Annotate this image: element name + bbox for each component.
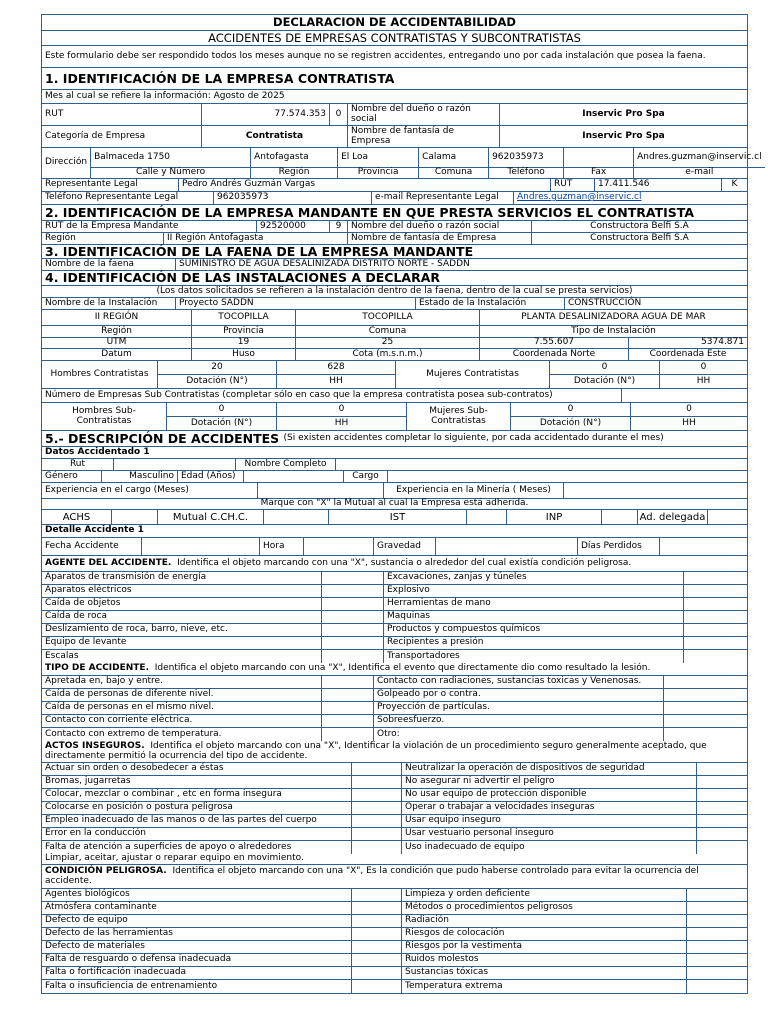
accident-type-option-label: Contacto con extremo de temperatura.: [42, 728, 322, 741]
legal-rep-label: Representante Legal: [42, 179, 179, 191]
comuna-field[interactable]: Calama: [419, 148, 489, 167]
hazard-option-label: Ruidos molestos: [402, 954, 687, 966]
agent-option-label: Equipo de levante: [42, 637, 322, 649]
section-2-title: 2. IDENTIFICACIÓN DE LA EMPRESA MANDANTE EN QUE PRESTA SERVICIOS EL CONTRATISTA: [45, 204, 695, 220]
accident-time-label: Hora: [260, 538, 304, 555]
accident-type-option-label: Sobreesfuerzo.: [374, 715, 664, 727]
hazard-option-checkbox[interactable]: [687, 902, 747, 914]
section-4-title: 4. IDENTIFICACIÓN DE LAS INSTALACIONES A DECLARAR: [45, 270, 441, 286]
agent-heading: AGENTE DEL ACCIDENTE. Identifica el objeto marcando con una "X", sustancia o alrededor del cual existía condición peligrosa.: [45, 557, 632, 568]
sub-women-hh-field[interactable]: 0: [686, 403, 692, 414]
category-label: Categoría de Empresa: [42, 126, 202, 147]
hazard-option-label: Defecto de materiales: [42, 941, 352, 953]
hazard-option-checkbox[interactable]: [687, 954, 747, 966]
mutual-inp-label: INP: [507, 510, 602, 524]
accident-type-option-label: Proyección de partículas.: [374, 702, 664, 714]
hazard-row: [42, 967, 747, 980]
unsafe-act-row: [42, 776, 747, 789]
unsafe-act-option-label: Operar o trabajar a velocidades inseguras: [402, 802, 697, 814]
men-hh-field[interactable]: 628: [327, 361, 345, 372]
agent-option-checkbox[interactable]: [684, 611, 747, 623]
job-label: Cargo: [344, 471, 388, 482]
rep-email-label: e-mail Representante Legal: [372, 192, 514, 204]
mining-experience-label: Experiencia en la Minería ( Meses): [384, 483, 564, 498]
hazard-option-label: Falta de resguardo o defensa inadecuada: [42, 954, 352, 966]
rep-rut-field[interactable]: 17.411.546: [595, 179, 722, 191]
hazard-row: [42, 889, 747, 902]
accident-type-option-checkbox[interactable]: [322, 689, 374, 701]
unsafe-act-option-checkbox[interactable]: [352, 789, 402, 801]
accident-type-option-checkbox[interactable]: [664, 676, 747, 688]
rep-phone-label: Teléfono Representante Legal: [42, 192, 214, 204]
inst-region-header: Región: [42, 326, 192, 337]
subcontractor-count-field[interactable]: [622, 389, 747, 402]
men-dotacion-field[interactable]: 20: [158, 361, 277, 374]
women-hh-field[interactable]: 0: [700, 361, 707, 372]
form-title: DECLARACION DE ACCIDENTABILIDAD: [273, 15, 516, 30]
agent-option-checkbox[interactable]: [684, 585, 747, 597]
unsafe-act-option-label: No asegurar ni advertir el peligro: [402, 776, 697, 788]
sub-women-dotacion-header: Dotación (N°): [511, 417, 631, 430]
unsafe-act-option-checkbox[interactable]: [352, 776, 402, 788]
hazard-heading: CONDICIÓN PELIGROSA. Identifica el objeto marcando con una "X", Es la condición que pudo haberse controlado para evitar la ocurrencia del accidente.: [45, 865, 699, 886]
men-contractors-label: Hombres Contratistas: [42, 361, 158, 388]
agent-option-label: Transportadores: [384, 650, 684, 663]
women-dotacion-header: Dotación (N°): [550, 375, 660, 388]
agent-option-label: Caída de roca: [42, 611, 322, 623]
agent-option-label: Aparatos eléctricos: [42, 585, 322, 597]
hazard-option-checkbox[interactable]: [352, 954, 402, 966]
province-header: Provincia: [338, 168, 419, 178]
hazard-option-label: Atmósfera contaminante: [42, 902, 352, 914]
sub-women-label: Mujeres Sub-Contratistas: [407, 403, 511, 430]
accident-type-option-label: Otro:: [374, 728, 664, 741]
street-header: Calle y Número: [91, 168, 251, 178]
sub-men-dotacion-field[interactable]: 0: [167, 403, 277, 416]
accident-type-option-label: Contacto con corriente eléctrica.: [42, 715, 322, 727]
agent-option-checkbox[interactable]: [322, 624, 384, 636]
installation-label: Nombre de la Instalación: [42, 298, 176, 309]
report-month: Mes al cual se refiere la información: Agosto de 2025: [45, 90, 285, 101]
full-name-field[interactable]: [336, 459, 747, 470]
address-label: Dirección: [42, 148, 91, 178]
accident-person-heading: Datos Accidentado 1: [45, 446, 150, 457]
unsafe-act-option-label: Bromas, jugarretas: [42, 776, 352, 788]
unsafe-act-option-label: Empleo inadecuado de las manos o de las partes del cuerpo: [42, 815, 352, 827]
sub-men-dotacion-header: Dotación (N°): [167, 417, 277, 430]
agent-option-checkbox[interactable]: [322, 637, 384, 649]
rut-dv-field[interactable]: 0: [330, 104, 348, 125]
unsafe-act-option-label: Colocar, mezclar o combinar , etc en forma insegura: [42, 789, 352, 801]
form-subtitle: ACCIDENTES DE EMPRESAS CONTRATISTAS Y SUBCONTRATISTAS: [208, 30, 581, 45]
unsafe-act-option-checkbox[interactable]: [352, 828, 402, 840]
accident-type-option-checkbox[interactable]: [322, 676, 374, 688]
hazard-row: [42, 954, 747, 967]
accident-type-option-label: Contacto con radiaciones, sustancias toxicas y Venenosas.: [374, 676, 664, 688]
gender-male-option[interactable]: Masculino: [102, 471, 178, 482]
unsafe-act-option-checkbox[interactable]: [697, 802, 747, 814]
unsafe-act-last[interactable]: Limpiar, aceitar, ajustar o reparar equipo en movimiento.: [45, 853, 304, 864]
unsafe-act-option-label: Usar equipo inseguro: [402, 815, 697, 827]
mutual-note: Marque con "X" la Mutual al cual la Empresa está adherida.: [260, 498, 529, 509]
days-lost-label: Días Perdidos: [578, 538, 660, 555]
hazard-option-label: Defecto de las herramientas: [42, 928, 352, 940]
form-intro: Este formulario debe ser respondido todos los meses aunque no se registren accidentes, entregando uno por cada instalación que posea la faena.: [45, 50, 706, 61]
unsafe-act-option-label: Usar vestuario personal inseguro: [402, 828, 697, 840]
hazard-option-label: Riesgos por la vestimenta: [402, 941, 687, 953]
men-hh-header: HH: [329, 375, 343, 386]
sub-women-hh-header: HH: [682, 417, 696, 428]
unsafe-act-row: [42, 815, 747, 828]
hazard-option-checkbox[interactable]: [687, 967, 747, 979]
installation-state-field[interactable]: CONSTRUCCIÓN: [568, 297, 642, 308]
rut-accident-field[interactable]: [114, 459, 236, 470]
region-header: Región: [251, 168, 338, 178]
rut-field[interactable]: 77.574.353: [202, 104, 330, 125]
agent-option-checkbox[interactable]: [322, 611, 384, 623]
hazard-option-label: Temperatura extrema: [402, 980, 687, 993]
agent-option-checkbox[interactable]: [684, 598, 747, 610]
unsafe-act-option-checkbox[interactable]: [352, 815, 402, 827]
hazard-option-label: Defecto de equipo: [42, 915, 352, 927]
hazard-option-label: Falta o fortificación inadecuada: [42, 967, 352, 979]
rep-phone-field[interactable]: 962035973: [214, 192, 372, 204]
cota-header: Cota (m.s.n.m.): [296, 349, 480, 360]
agent-row: [42, 611, 747, 624]
province-field[interactable]: El Loa: [338, 148, 419, 167]
agent-option-checkbox[interactable]: [684, 624, 747, 636]
hazard-option-label: Riesgos de colocación: [402, 928, 687, 940]
east-field[interactable]: 5374.871: [701, 337, 744, 348]
accident-type-option-checkbox[interactable]: [664, 728, 747, 741]
sub-men-hh-field[interactable]: 0: [338, 403, 345, 414]
hazard-option-checkbox[interactable]: [687, 928, 747, 940]
gender-label: Género: [42, 471, 102, 482]
rut-accident-label: Rut: [42, 459, 114, 470]
mandante-region-field[interactable]: II Región Antofagasta: [164, 233, 348, 244]
datum-field[interactable]: UTM: [42, 338, 192, 348]
accident-type-option-checkbox[interactable]: [664, 715, 747, 727]
hazard-option-checkbox[interactable]: [687, 980, 747, 993]
accident-type-option-checkbox[interactable]: [664, 689, 747, 701]
phone-header: Teléfono: [489, 168, 564, 178]
fax-header: Fax: [564, 168, 634, 178]
mutual-achs-label: ACHS: [42, 510, 112, 524]
mandante-fantasy-field[interactable]: Constructora Belfi S.A: [590, 232, 689, 243]
inst-region-field[interactable]: II REGIÓN: [42, 310, 192, 325]
job-experience-field[interactable]: [258, 483, 384, 498]
mandante-rut-field[interactable]: 92520000: [257, 221, 330, 232]
hazard-option-checkbox[interactable]: [352, 967, 402, 979]
unsafe-act-option-checkbox[interactable]: [697, 776, 747, 788]
accident-type-option-checkbox[interactable]: [322, 702, 374, 714]
accident-type-row: [42, 728, 747, 741]
unsafe-act-row: [42, 841, 747, 854]
days-lost-field[interactable]: [660, 538, 747, 555]
region-field[interactable]: Antofagasta: [251, 148, 338, 167]
owner-field[interactable]: Inservic Pro Spa: [582, 108, 665, 119]
section-3-title: 3. IDENTIFICACIÓN DE LA FAENA DE LA EMPRESA MANDANTE: [45, 243, 474, 259]
accident-type-heading: TIPO DE ACCIDENTE. Identifica el objeto marcando con una "X", Identifica el evento que directamente dio como resultado la lesión.: [45, 663, 651, 674]
north-field[interactable]: 7.55.607: [480, 338, 629, 348]
fantasy-field[interactable]: Inservic Pro Spa: [582, 130, 665, 141]
sub-men-label: Hombres Sub-Contratistas: [42, 403, 167, 430]
unsafe-act-row: [42, 802, 747, 815]
agent-option-checkbox[interactable]: [684, 637, 747, 649]
mutual-cchc-label: Mutual C.CH.C.: [158, 510, 264, 524]
accident-type-option-checkbox[interactable]: [322, 715, 374, 727]
accident-time-field[interactable]: [304, 538, 374, 555]
hazard-option-checkbox[interactable]: [352, 941, 402, 953]
unsafe-act-row: [42, 789, 747, 802]
section-5-note: (Si existen accidentes completar lo siguiente, por cada accidentado durante el mes): [283, 432, 664, 443]
accident-type-row: [42, 715, 747, 728]
agent-option-label: Caída de objetos: [42, 598, 322, 610]
street-field[interactable]: Balmaceda 1750: [91, 148, 251, 167]
severity-field[interactable]: [436, 538, 578, 555]
hazard-row: [42, 941, 747, 954]
agent-option-label: Maquinas: [384, 611, 684, 623]
agent-option-label: Explosivo: [384, 585, 684, 597]
accident-detail-heading: Detalle Accidente 1: [45, 525, 144, 536]
inst-comuna-field[interactable]: TOCOPILLA: [296, 310, 480, 325]
hazard-option-checkbox[interactable]: [352, 980, 402, 993]
mutual-delegada-label: Ad. delegada: [638, 510, 708, 524]
agent-option-label: Herramientas de mano: [384, 598, 684, 610]
email-header: e-mail: [685, 167, 714, 178]
unsafe-act-option-label: Error en la conducción: [42, 828, 352, 840]
unsafe-act-option-label: Uso inadecuado de equipo: [402, 841, 697, 854]
agent-option-label: Productos y compuestos químicos: [384, 624, 684, 636]
accident-declaration-form: [41, 14, 762, 994]
sub-men-hh-header: HH: [334, 417, 349, 428]
hazard-option-checkbox[interactable]: [352, 928, 402, 940]
agent-option-checkbox[interactable]: [684, 572, 747, 584]
hazard-row: [42, 980, 747, 993]
accident-type-row: [42, 702, 747, 715]
inst-comuna-header: Comuna: [296, 326, 480, 337]
mutual-delegada-checkbox[interactable]: [708, 510, 747, 524]
age-label: Edad (Años): [178, 471, 244, 482]
inst-type-field[interactable]: PLANTA DESALINIZADORA AGUA DE MAR: [521, 311, 706, 322]
hazard-option-label: Sustancias tóxicas: [402, 967, 687, 979]
unsafe-act-option-checkbox[interactable]: [352, 841, 402, 854]
hazard-row: [42, 928, 747, 941]
mandante-rut-label: RUT de la Empresa Mandante: [42, 221, 257, 232]
faena-field[interactable]: SUMINISTRO DE AGUA DESALINIZADA DISTRITO NORTE - SADDN: [179, 258, 470, 269]
agent-option-checkbox[interactable]: [322, 585, 384, 597]
unsafe-act-option-checkbox[interactable]: [697, 789, 747, 801]
agent-row: [42, 572, 747, 585]
agent-row: [42, 624, 747, 637]
installation-state-label: Estado de la Instalación: [416, 298, 565, 309]
mandante-dv-field[interactable]: 9: [330, 221, 348, 232]
unsafe-act-option-label: Falta de atención a superficies de apoyo o alrededores: [42, 841, 352, 854]
agent-option-label: Aparatos de transmisión de energía: [42, 572, 322, 584]
women-contractors-label: Mujeres Contratistas: [396, 361, 550, 388]
mutual-cchc-checkbox[interactable]: [264, 510, 329, 524]
mandante-owner-field[interactable]: Constructora Belfi S.A: [590, 220, 689, 231]
age-field[interactable]: [244, 471, 344, 482]
hazard-option-checkbox[interactable]: [687, 915, 747, 927]
unsafe-act-row: [42, 763, 747, 776]
owner-label: Nombre del dueño o razón social: [348, 104, 500, 125]
agent-option-label: Escalas: [42, 650, 322, 663]
unsafe-act-option-checkbox[interactable]: [352, 763, 402, 775]
inst-type-header: Tipo de Instalación: [571, 325, 656, 336]
job-field[interactable]: [388, 471, 747, 482]
hazard-option-checkbox[interactable]: [352, 889, 402, 901]
section-5-title: 5.- DESCRIPCIÓN DE ACCIDENTES (Si existen accidentes completar lo siguiente, por cada accidentado durante el mes): [45, 430, 664, 446]
unsafe-acts-heading: ACTOS INSEGUROS. Identifica el objeto marcando con una "X", Identificar la violación de un procedimiento seguro generalmente aceptado, que directamente permitió la ocurrencia del tipo de accidente.: [45, 740, 707, 761]
section-1-title: 1. IDENTIFICACIÓN DE LA EMPRESA CONTRATISTA: [45, 70, 395, 86]
mandante-owner-label: Nombre del dueño o razón social: [348, 221, 532, 232]
mutual-ist-checkbox[interactable]: [467, 510, 507, 524]
unsafe-act-option-label: Actuar sin orden o desobedecer a éstas: [42, 763, 352, 775]
rep-dv-field[interactable]: K: [731, 179, 738, 190]
agent-row: [42, 637, 747, 650]
hazard-row: [42, 902, 747, 915]
rep-email-link[interactable]: Andres.guzman@inservic.cl: [517, 192, 642, 203]
east-header: Coordenada Este: [649, 348, 727, 359]
women-dotacion-field[interactable]: 0: [550, 361, 660, 374]
legal-rep-field[interactable]: Pedro Andrés Guzmán Vargas: [179, 179, 551, 191]
hazard-option-checkbox[interactable]: [352, 902, 402, 914]
mining-experience-field[interactable]: [564, 483, 747, 498]
phone-field[interactable]: 962035973: [489, 148, 564, 167]
agent-option-checkbox[interactable]: [322, 598, 384, 610]
agent-row: [42, 585, 747, 598]
datum-header: Datum: [42, 349, 192, 360]
women-hh-header: HH: [696, 375, 711, 386]
agent-option-checkbox[interactable]: [322, 572, 384, 584]
mandante-fantasy-label: Nombre de fantasía de Empresa: [348, 233, 532, 244]
accident-date-label: Fecha Accidente: [42, 538, 142, 555]
section-4-note: (Los datos solicitados se refieren a la instalación dentro de la faena, dentro de la cual se presta servicios): [156, 285, 633, 296]
accident-date-field[interactable]: [142, 538, 260, 555]
unsafe-act-option-label: Neutralizar la operación de dispositivos de seguridad: [402, 763, 697, 775]
faena-label: Nombre de la faena: [42, 259, 176, 270]
agent-row: [42, 598, 747, 611]
huso-header: Huso: [192, 349, 296, 360]
agent-row: [42, 650, 747, 663]
unsafe-act-option-checkbox[interactable]: [697, 815, 747, 827]
agent-option-label: Deslizamiento de roca, barro, nieve, etc.: [42, 624, 322, 636]
accident-type-option-checkbox[interactable]: [322, 728, 374, 741]
sub-women-dotacion-field[interactable]: 0: [511, 403, 631, 416]
north-header: Coordenada Norte: [480, 349, 629, 360]
hazard-option-label: Radiación: [402, 915, 687, 927]
category-field[interactable]: Contratista: [202, 126, 348, 147]
accident-type-option-label: Golpeado por o contra.: [374, 689, 664, 701]
accident-type-option-label: Caída de personas en el mismo nivel.: [42, 702, 322, 714]
unsafe-act-option-checkbox[interactable]: [697, 841, 747, 854]
unsafe-act-option-checkbox[interactable]: [697, 763, 747, 775]
accident-type-option-checkbox[interactable]: [664, 702, 747, 714]
mutual-inp-checkbox[interactable]: [602, 510, 638, 524]
agent-option-label: Excavaciones, zanjas y túneles: [384, 572, 684, 584]
accident-type-option-label: Apretada en, bajo y entre.: [42, 676, 322, 688]
unsafe-act-option-checkbox[interactable]: [697, 828, 747, 840]
severity-label: Gravedad: [374, 538, 436, 555]
agent-option-checkbox[interactable]: [684, 650, 747, 663]
inst-province-header: Provincia: [192, 326, 296, 337]
mutual-achs-checkbox[interactable]: [112, 510, 158, 524]
job-experience-label: Experiencia en el cargo (Meses): [42, 483, 258, 498]
huso-field[interactable]: 19: [192, 338, 296, 348]
accident-type-option-label: Caída de personas de diferente nivel.: [42, 689, 322, 701]
hazard-option-label: Métodos o procedimientos peligrosos: [402, 902, 687, 914]
accident-type-row: [42, 676, 747, 689]
fax-field[interactable]: [564, 148, 634, 167]
rut-label: RUT: [42, 104, 202, 125]
hazard-option-checkbox[interactable]: [687, 941, 747, 953]
unsafe-act-option-label: No usar equipo de protección disponible: [402, 789, 697, 801]
hazard-option-checkbox[interactable]: [352, 915, 402, 927]
rep-rut-label: RUT: [551, 179, 595, 191]
unsafe-act-option-checkbox[interactable]: [352, 802, 402, 814]
comuna-header: Comuna: [419, 168, 489, 178]
mutual-ist-label: IST: [329, 510, 467, 524]
unsafe-act-row: [42, 828, 747, 841]
hazard-option-label: Agentes biológicos: [42, 889, 352, 901]
email-field[interactable]: Andres.guzman@inservic.cl: [637, 152, 762, 162]
subcontractor-note: Número de Empresas Sub Contratistas (completar sólo en caso que la empresa contratista posea sub-contratos): [42, 389, 622, 402]
hazard-option-label: Falta o insuficiencia de entrenamiento: [42, 980, 352, 993]
hazard-row: [42, 915, 747, 928]
unsafe-act-option-label: Colocarse en posición o postura peligrosa: [42, 802, 352, 814]
installation-field[interactable]: Proyecto SADDN: [176, 298, 416, 309]
agent-option-checkbox[interactable]: [322, 650, 384, 663]
fantasy-label: Nombre de fantasía de Empresa: [348, 126, 500, 147]
hazard-option-label: Limpieza y orden deficiente: [402, 889, 687, 901]
hazard-option-checkbox[interactable]: [687, 889, 747, 901]
inst-province-field[interactable]: TOCOPILLA: [192, 310, 296, 325]
mandante-region-label: Región: [42, 233, 164, 244]
full-name-label: Nombre Completo: [236, 459, 336, 470]
accident-type-row: [42, 689, 747, 702]
men-dotacion-header: Dotación (N°): [158, 375, 277, 388]
cota-field[interactable]: 25: [296, 338, 480, 348]
agent-option-label: Recipientes a presión: [384, 637, 684, 649]
